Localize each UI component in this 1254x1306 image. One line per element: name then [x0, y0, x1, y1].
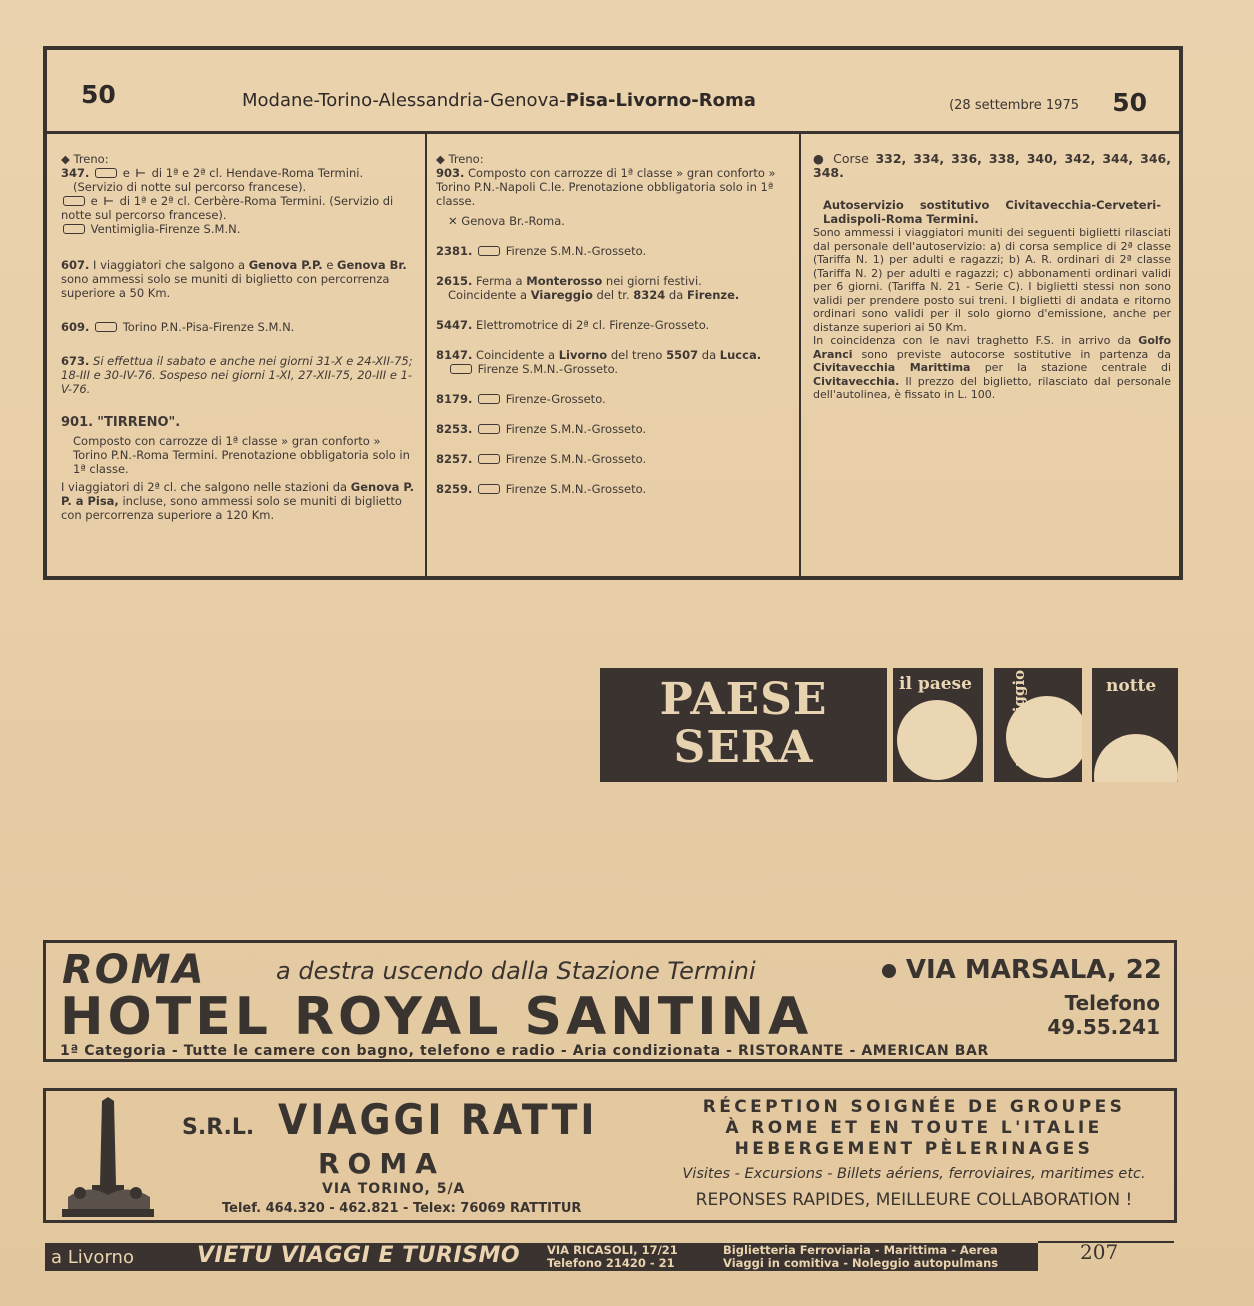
notte-label: notte — [1106, 676, 1157, 696]
train-number: 2615. — [436, 274, 473, 288]
train-number: 8147. — [436, 348, 473, 362]
note-text: da — [701, 348, 717, 362]
couchette-icon — [478, 484, 500, 494]
note-text: Firenze S.M.N.-Grosseto. — [505, 244, 647, 258]
ratti-services — [664, 1097, 1164, 1210]
corse-numbers: 332, 334, 336, 338, 340, 342, 344, 346, 348. — [813, 151, 1171, 180]
timetable-box — [43, 46, 1183, 580]
table-number-right: 50 — [1112, 88, 1147, 117]
hotel-directions: a destra uscendo dalla Stazione Termini — [276, 957, 756, 985]
train-number: 8259. — [436, 482, 473, 496]
hotel-roma: ROMA — [62, 947, 206, 993]
note-903 — [436, 166, 791, 228]
note-station: Genova Br. — [337, 258, 407, 272]
autoservizio-text: Sono ammessi i viaggiatori muniti dei seguenti biglietti rilasciati dal personale dell'autoservizio: a) di corsa semplice di 2ª classe (Tariffa N. 1) per adulti e ragazzi; b) A. R. ordinari di 2ª classe (Tariffa N. 2) per adulti e ragazzi; c) abbonamenti ordinari validi per 6 giorni. (Tariffa N. 21 - Serie C). I biglietti stessi non sono validi per prendere posto sui treni. I biglietti di andata e ritorno ordinari sono validi per il solo giorno d'emissione, anche per distanze superiori ai 50 Km. — [813, 226, 1171, 334]
note-2615 — [436, 274, 791, 302]
il-paese-box — [893, 668, 983, 782]
note-text: (Servizio di notte sul percorso francese). — [73, 180, 307, 194]
note-text: Torino P.N.-Pisa-Firenze S.M.N. — [122, 320, 295, 334]
note-text: Firenze S.M.N.-Grosseto. — [505, 422, 647, 436]
note-station: Genova P. P. a Pisa, — [61, 480, 415, 508]
note-station: Golfo Aranci — [813, 334, 1171, 361]
note-2381 — [436, 244, 791, 258]
couchette-icon — [478, 424, 500, 434]
note-text: I viaggiatori di 2ª cl. che salgono nelle stazioni da — [61, 480, 348, 494]
page-number: 207 — [1080, 1240, 1119, 1264]
company-city: ROMA — [318, 1147, 445, 1180]
note-text: del treno — [610, 348, 663, 362]
phone-label: Telefono — [1064, 991, 1160, 1015]
half-circle-icon — [1006, 696, 1082, 778]
phone-number: 49.55.241 — [1047, 1015, 1160, 1039]
vietu-banner — [45, 1243, 1038, 1271]
couchette-icon — [95, 168, 117, 178]
train-number: 5447. — [436, 318, 473, 332]
note-station: Firenze. — [686, 288, 740, 302]
note-text: nei giorni festivi. — [605, 274, 702, 288]
note-text: Coincidente a — [448, 288, 528, 302]
note-text: Ventimiglia-Firenze S.M.N. — [90, 222, 241, 236]
note-text: incluse, sono ammessi solo se muniti di biglietto con percorrenza superiore a 120 Km. — [61, 494, 402, 522]
company-address: VIA TORINO, 5/A — [322, 1181, 466, 1197]
train-number: 8179. — [436, 392, 473, 406]
note-text: Elettromotrice di 2ª cl. Firenze-Grosseto. — [476, 318, 710, 332]
train-number: 607. — [61, 258, 90, 272]
route-plain: Modane-Torino-Alessandria-Genova- — [242, 90, 566, 111]
train-number: 2381. — [436, 244, 473, 258]
banner-address — [547, 1244, 678, 1270]
table-number-left: 50 — [81, 80, 116, 109]
banner-city: a Livorno — [51, 1247, 134, 1268]
couchette-icon — [63, 224, 85, 234]
note-text: Firenze-Grosseto. — [505, 392, 606, 406]
sleeper-icon: ⊢ — [103, 194, 114, 208]
hotel-phone — [1047, 991, 1160, 1039]
note-text: sono previste autocorse sostitutive in partenza da — [861, 347, 1171, 361]
note-text: Composto con carrozze di 1ª classe » gran conforto » Torino P.N.-Roma Termini. Prenotazione obbligatoria solo in 1ª classe. — [73, 434, 410, 476]
couchette-icon — [450, 364, 472, 374]
banner-phone: Telefono 21420 - 21 — [547, 1256, 675, 1270]
note-text: e — [122, 166, 130, 180]
banner-street: VIA RICASOLI, 17/21 — [547, 1243, 678, 1257]
route-bold: Pisa-Livorno-Roma — [565, 90, 756, 111]
company-name: VIAGGI RATTI — [278, 1095, 598, 1144]
full-circle-icon — [897, 700, 977, 780]
note-901 — [61, 416, 417, 522]
note-text: e — [326, 258, 334, 272]
obelisk-monument-icon — [58, 1097, 158, 1221]
note-text: del tr. — [596, 288, 630, 302]
note-8253 — [436, 422, 791, 436]
note-text: Il prezzo del biglietto, rilasciato dal personale dell'autolinea, è fissato in L. 100. — [813, 374, 1171, 401]
note-station: Genova P.P. — [248, 258, 323, 272]
couchette-icon — [478, 454, 500, 464]
note-5447 — [436, 318, 791, 332]
note-8257 — [436, 452, 791, 466]
banner-company: VIETU VIAGGI E TURISMO — [197, 1243, 521, 1268]
note-609 — [61, 320, 417, 334]
note-8147 — [436, 348, 791, 376]
service-line-2: À ROME ET EN TOUTE L'ITALIE — [725, 1118, 1103, 1138]
treno-label: ◆ Treno: — [436, 152, 484, 166]
service-slogan: REPONSES RAPIDES, MEILLEURE COLLABORATION ! — [695, 1190, 1133, 1210]
couchette-icon — [478, 246, 500, 256]
service-list: Visites - Excursions - Billets aériens, ferroviaires, maritimes etc. — [682, 1166, 1146, 1182]
company-phone: Telef. 464.320 - 462.821 - Telex: 76069 RATTITUR — [222, 1201, 582, 1216]
couchette-icon — [478, 394, 500, 404]
hotel-address — [882, 955, 1162, 985]
setting-sun-icon — [1094, 734, 1178, 782]
banner-services — [723, 1244, 998, 1270]
notes-column-1 — [47, 134, 427, 576]
sera-word: SERA — [673, 722, 814, 773]
note-text: Firenze S.M.N.-Grosseto. — [505, 452, 647, 466]
note-text: ● Corse — [813, 151, 869, 166]
note-text: ✕ Genova Br.-Roma. — [448, 214, 565, 228]
couchette-icon — [63, 196, 85, 206]
note-text: Coincidente a — [476, 348, 556, 362]
hotel-street: VIA MARSALA, 22 — [905, 955, 1162, 985]
bullet-icon — [882, 964, 896, 978]
hotel-ad — [43, 940, 1177, 1062]
paese-word: PAESE — [659, 674, 828, 725]
pomeriggio-box — [994, 668, 1082, 782]
hotel-amenities: 1ª Categoria - Tutte le camere con bagno, telefono e radio - Aria condizionata - RISTORANTE - AMERICAN BAR — [60, 1043, 989, 1059]
note-text: Firenze S.M.N.-Grosseto. — [477, 362, 619, 376]
il-paese-label: il paese — [899, 674, 972, 694]
note-station: Livorno — [558, 348, 608, 362]
note-text: sono ammessi solo se muniti di biglietto con percorrenza superiore a 50 Km. — [61, 272, 390, 300]
note-text: Composto con carrozze di 1ª classe » gran conforto » Torino P.N.-Napoli C.le. Prenotazione obbligatoria solo in 1ª classe. — [436, 166, 776, 208]
note-673 — [61, 354, 417, 396]
banner-service-2: Viaggi in comitiva - Noleggio autopulmans — [723, 1256, 999, 1270]
hotel-name: HOTEL ROYAL SANTINA — [60, 987, 813, 1047]
note-text: da — [668, 288, 684, 302]
train-name: "TIRRENO". — [97, 415, 181, 430]
note-corse — [813, 152, 1171, 180]
notes-column-3 — [801, 134, 1179, 576]
treno-label: ◆ Treno: — [61, 152, 109, 166]
train-number: 609. — [61, 320, 90, 334]
paese-sera-logo — [600, 668, 887, 782]
train-number: 8253. — [436, 422, 473, 436]
timetable-date: (28 settembre 1975 — [949, 98, 1079, 113]
viaggi-ratti-ad — [43, 1088, 1177, 1223]
note-607 — [61, 258, 417, 300]
timetable-header — [47, 50, 1179, 134]
sleeper-icon: ⊢ — [135, 166, 146, 180]
note-text: I viaggiatori che salgono a — [93, 258, 246, 272]
service-line-1: RÉCEPTION SOIGNÉE DE GROUPES — [702, 1097, 1126, 1117]
train-number: 8257. — [436, 452, 473, 466]
note-text: per la stazione centrale di — [984, 361, 1171, 374]
note-8179 — [436, 392, 791, 406]
train-number: 903. — [436, 166, 465, 180]
autoservizio-title: Autoservizio sostitutivo Civitavecchia-Cerveteri-Ladispoli-Roma Termini. — [823, 198, 1161, 226]
train-number: 5507 — [666, 348, 699, 362]
couchette-icon — [95, 322, 117, 332]
notte-box — [1092, 668, 1178, 782]
notes-column-2 — [427, 134, 801, 576]
note-text: Firenze S.M.N.-Grosseto. — [505, 482, 647, 496]
service-line-3: HEBERGEMENT PÈLERINAGES — [734, 1139, 1094, 1159]
train-number: 8324 — [633, 288, 666, 302]
note-text: Ferma a — [476, 274, 523, 288]
note-text: di 1ª e 2ª cl. Hendave-Roma Termini. — [151, 166, 364, 180]
banner-service-1: Biglietteria Ferroviaria - Marittima - Aerea — [723, 1243, 998, 1257]
company-type: S.R.L. — [182, 1115, 255, 1140]
note-text: In coincidenza con le navi traghetto F.S. in arrivo da — [813, 334, 1132, 347]
traghetto-text — [813, 334, 1171, 402]
train-number: 673. — [61, 354, 90, 368]
note-station: Viareggio — [530, 288, 593, 302]
note-347 — [61, 166, 417, 236]
note-text: e — [90, 194, 98, 208]
note-station: Civitavecchia. — [813, 374, 900, 388]
note-station: Lucca. — [719, 348, 762, 362]
note-8259 — [436, 482, 791, 496]
train-number: 901. — [61, 415, 94, 430]
train-number: 347. — [61, 166, 90, 180]
note-text: di 1ª e 2ª cl. Cerbère-Roma Termini. (Servizio di notte sul percorso francese). — [61, 194, 394, 222]
note-text: Si effettua il sabato e anche nei giorni 31-X e 24-XII-75; 18-III e 30-IV-76. Sospeso nei giorni 1-XI, 27-XII-75, 20-III e 1-V-76. — [61, 354, 413, 396]
note-station: Monterosso — [526, 274, 603, 288]
route-title — [242, 90, 756, 111]
note-station: Civitavecchia Marittima — [813, 361, 971, 374]
